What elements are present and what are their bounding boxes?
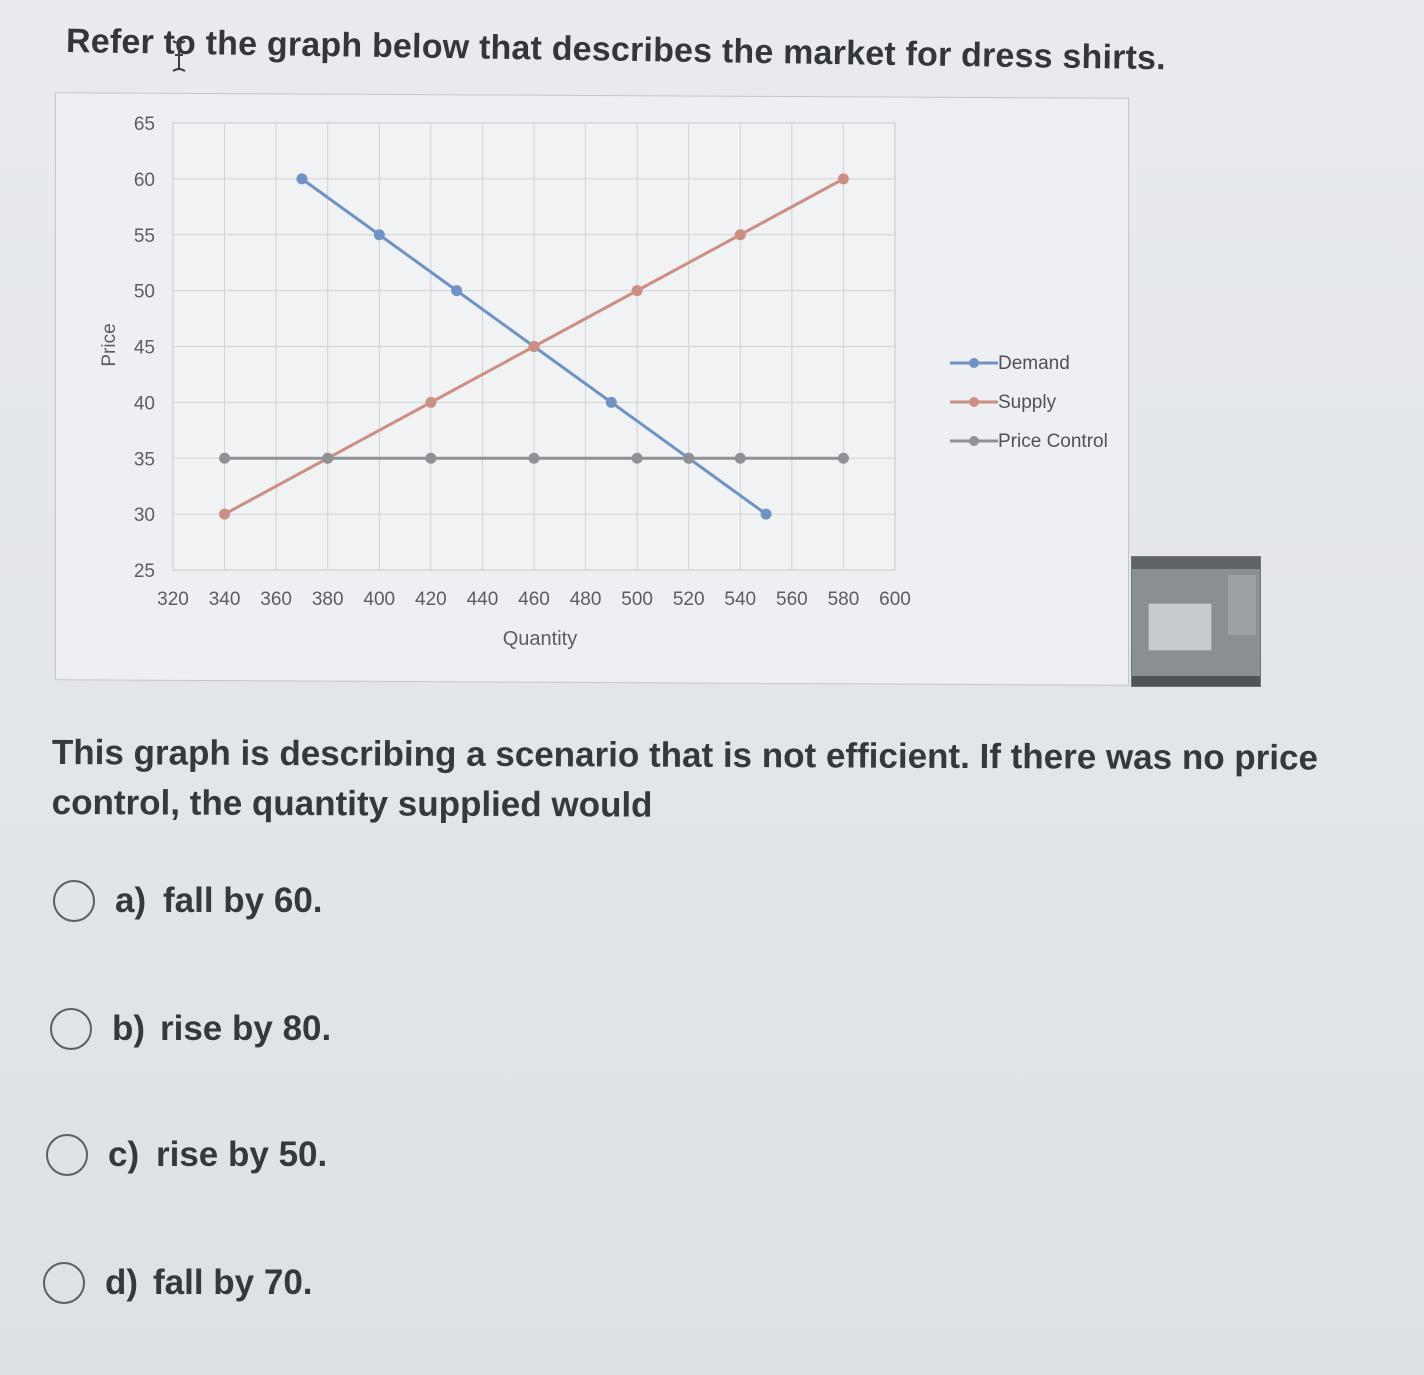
y-tick-label: 40 [133, 393, 155, 415]
x-tick-label: 540 [724, 589, 757, 610]
radio-d[interactable] [43, 1262, 85, 1304]
demand-point [374, 229, 385, 240]
y-tick-label: 50 [133, 281, 155, 303]
demand-point [761, 509, 772, 520]
option-a-text: fall by 60. [163, 881, 323, 920]
y-tick-label: 55 [133, 225, 155, 247]
x-tick-label: 600 [879, 589, 911, 610]
x-tick-label: 580 [827, 589, 860, 610]
supply-point [632, 285, 643, 296]
legend-supply-label: Supply [998, 392, 1057, 413]
chart-legend [950, 353, 1108, 452]
radio-b[interactable] [50, 1008, 92, 1050]
intro-text: Refer to the graph below that describes the market for dress shirts. [65, 22, 1167, 78]
y-tick-label: 35 [133, 449, 155, 471]
y-axis-label: Price [99, 323, 120, 367]
price-control-point [735, 453, 746, 464]
x-tick-label: 520 [672, 589, 705, 610]
option-b[interactable] [50, 1008, 331, 1050]
option-c[interactable] [46, 1134, 327, 1176]
x-tick-label: 500 [621, 589, 653, 610]
question-text: This graph is describing a scenario that is not efficient. If there was no price control, the quantity supplied would [51, 732, 1319, 825]
x-tick-label: 400 [363, 589, 396, 610]
window-thumbnail[interactable] [1131, 556, 1261, 687]
price-control-point [219, 453, 230, 464]
supply-point [529, 341, 540, 352]
option-a-letter: a) [115, 881, 147, 920]
price-control-point [683, 453, 694, 464]
price-control-point [322, 453, 333, 464]
thumbnail-taskbar [1132, 676, 1260, 686]
x-tick-label: 420 [415, 589, 447, 610]
supply-point [838, 173, 849, 184]
legend-price-control-label: Price Control [998, 431, 1108, 452]
x-tick-label: 380 [311, 589, 344, 610]
text-cursor-icon [170, 38, 188, 74]
y-tick-label: 65 [133, 114, 155, 135]
y-axis-ticks [134, 114, 155, 582]
price-control-point [632, 453, 643, 464]
demand-point [606, 397, 617, 408]
x-tick-label: 360 [260, 589, 292, 610]
option-a[interactable] [53, 880, 323, 922]
option-d-text: fall by 70. [153, 1263, 313, 1302]
y-tick-label: 45 [133, 337, 155, 359]
option-c-text: rise by 50. [156, 1135, 328, 1174]
price-control-point [425, 453, 436, 464]
supply-point [735, 229, 746, 240]
supply-demand-chart [55, 95, 1135, 685]
y-tick-label: 60 [133, 169, 155, 191]
supply-point [219, 509, 230, 520]
thumbnail-panel [1228, 575, 1256, 635]
legend-supply-marker [969, 397, 979, 407]
radio-c[interactable] [46, 1134, 88, 1176]
thumbnail-preview [1148, 603, 1212, 651]
x-tick-label: 320 [157, 589, 189, 610]
legend-price-control-marker [969, 436, 979, 446]
demand-point [296, 173, 307, 184]
y-tick-label: 30 [133, 505, 155, 527]
thumbnail-titlebar [1132, 557, 1260, 569]
legend-demand-marker [969, 358, 979, 368]
x-axis-label: Quantity [502, 628, 578, 650]
x-tick-label: 560 [776, 589, 808, 610]
price-control-point [529, 453, 540, 464]
y-tick-label: 25 [133, 561, 155, 582]
price-control-point [838, 453, 849, 464]
supply-point [425, 397, 436, 408]
option-b-letter: b) [112, 1009, 146, 1048]
x-tick-label: 460 [518, 589, 550, 610]
option-d-letter: d) [105, 1263, 139, 1302]
x-tick-label: 440 [466, 589, 499, 610]
option-b-text: rise by 80. [160, 1009, 332, 1048]
option-d[interactable] [43, 1262, 313, 1304]
legend-demand-label: Demand [998, 353, 1070, 374]
radio-a[interactable] [53, 880, 95, 922]
x-tick-label: 480 [569, 589, 602, 610]
option-c-letter: c) [108, 1135, 140, 1174]
demand-point [451, 285, 462, 296]
x-axis-ticks [157, 589, 911, 610]
x-tick-label: 340 [208, 589, 241, 610]
